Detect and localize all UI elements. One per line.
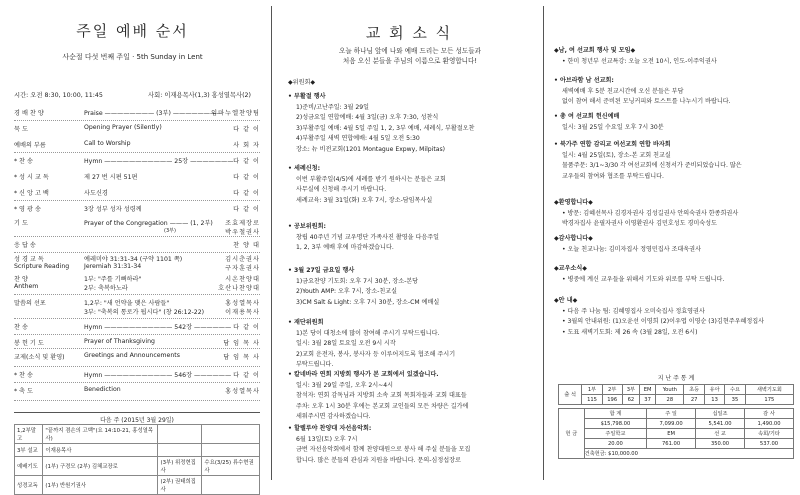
fellowship-item-title: • 북가주 연합 감리교 여선교회 연합 바자회 bbox=[554, 141, 671, 148]
offering-table bbox=[558, 408, 794, 459]
order-leader: 김시춘권사 bbox=[225, 256, 260, 263]
next-week-cell: 예배기도 bbox=[15, 457, 43, 476]
order-label: 경 배 찬 양 bbox=[14, 110, 44, 117]
order-leader: 사 회 자 bbox=[233, 142, 260, 149]
order-label: * 성 시 교 독 bbox=[14, 174, 49, 181]
order-content: Hymn ——————————— 546장 —————— bbox=[84, 372, 232, 379]
offering-cell: 350.00 bbox=[696, 439, 745, 449]
offering-header-row bbox=[559, 429, 794, 439]
fellowship-item-title: ◆안 내◆ bbox=[554, 297, 578, 304]
order-leader: 다 같 이 bbox=[233, 372, 260, 379]
fellowship-item bbox=[554, 46, 794, 67]
order-content: Prayer of Thanksgiving bbox=[84, 338, 155, 345]
order-row bbox=[14, 124, 260, 136]
order-content: 1부: "주를 기뻐하라" bbox=[84, 276, 142, 283]
next-week-cell: 1,2부말고 bbox=[15, 425, 43, 444]
news-item-line: 참석자: 연회 감독님과 지방회 소속 교회 목회자들과 교회 대표들 bbox=[296, 392, 467, 400]
church-news-column bbox=[278, 0, 540, 486]
order-leader: 찬 양 대 bbox=[233, 242, 260, 249]
order-leader-2: 호산나찬양대 bbox=[218, 285, 260, 292]
building-fund: 건축헌금: $10,000.00 bbox=[584, 449, 793, 459]
news-item-line: 일시: 3월 28일 토요일 오전 9시 시작 bbox=[296, 340, 396, 348]
news-item-line: 장소: 뉴 비전교회(1201 Montague Expwy, Milpitas) bbox=[296, 145, 446, 153]
next-week-cell: 3부 설교 bbox=[15, 444, 43, 457]
order-label-en: Anthem bbox=[14, 283, 39, 290]
news-item bbox=[288, 266, 534, 308]
order-label: 봉 헌 기 도 bbox=[14, 340, 44, 347]
next-week-table bbox=[14, 424, 260, 495]
attendance-value: 196 bbox=[602, 395, 622, 405]
order-label-en: Scripture Reading bbox=[14, 263, 70, 270]
next-week-cell bbox=[202, 444, 260, 457]
news-item-title: • 할렐루야 찬양대 자선음악회: bbox=[288, 425, 372, 432]
order-label: * 영 광 송 bbox=[14, 206, 41, 213]
order-row bbox=[14, 218, 260, 236]
attendance-value: 35 bbox=[725, 395, 745, 405]
offering-cell: 속회/기타 bbox=[745, 429, 794, 439]
order-separator bbox=[14, 200, 260, 201]
fellowship-item bbox=[554, 296, 794, 338]
fellowship-item-line: 물품주문: 3/1~3/30 각 여선교회에 신청서가 준비되었습니다. 많은 bbox=[562, 162, 742, 170]
offering-cell: $15,798.00 bbox=[584, 419, 646, 429]
offering-cell: 주 일 bbox=[647, 409, 696, 419]
attendance-value: 62 bbox=[622, 395, 639, 405]
order-row bbox=[14, 188, 260, 200]
next-week-heading: 다음 주 (2015년 3월 29일) bbox=[14, 412, 260, 424]
order-separator bbox=[14, 334, 260, 335]
attendance-header: Youth bbox=[656, 385, 684, 395]
order-row bbox=[14, 386, 260, 398]
offering-cell: 감 사 bbox=[745, 409, 794, 419]
order-row bbox=[14, 140, 260, 152]
order-label: * 찬 송 bbox=[14, 372, 33, 379]
order-content-2: 3부: "축복의 통로가 됩시다" (창 26:12-22) bbox=[84, 309, 205, 316]
offering-cell: 20.00 bbox=[584, 439, 646, 449]
order-separator bbox=[14, 366, 260, 367]
next-week-cell bbox=[158, 444, 202, 457]
fellowship-column bbox=[548, 0, 800, 486]
fellowship-item-line: • 3월의 안내위원: (1)오윤선 이영희 (2)이우엽 이영순 (3)김현주우혜정집사 bbox=[562, 318, 765, 326]
order-label: * 찬 송 bbox=[14, 158, 33, 165]
order-leader: 홍성열목사 bbox=[225, 388, 260, 395]
fellowship-item-title: • 아브라함 남 선교회: bbox=[554, 77, 614, 84]
attendance-value: 13 bbox=[704, 395, 724, 405]
news-item-line: 창립 40주년 기념 교우명단 가족사진 촬영을 다음주일 bbox=[296, 233, 439, 241]
worship-order-column bbox=[0, 0, 265, 493]
news-item-line: 사무실에 신청해 주시기 바랍니다. bbox=[296, 186, 387, 194]
column-divider-left bbox=[271, 6, 272, 480]
order-separator bbox=[14, 236, 260, 237]
news-item-title: • 재단위원회 bbox=[288, 319, 324, 326]
welcome-line-2: 처음 오신 분들을 주님의 이름으로 환영합니다! bbox=[342, 57, 478, 65]
offering-value-row bbox=[559, 419, 794, 429]
news-item-line: 1)금요찬양 기도회: 오후 7시 30분, 장소-본당 bbox=[296, 277, 419, 285]
news-item-line: 2)성금요일 연합예배: 4월 3일(금) 오후 7:30, 성찬식 bbox=[296, 114, 439, 122]
order-label: 교제(소식 및 환영) bbox=[14, 354, 65, 361]
news-item-title: • 세례신청: bbox=[288, 165, 320, 172]
next-week-cell: "끝까지 겸손의 고백"(요 14:10-21, 홍성열목사) bbox=[43, 425, 158, 444]
order-row bbox=[14, 108, 260, 120]
order-label: 성 경 교 독 bbox=[14, 256, 44, 263]
fellowship-item-line: • 한미 청년부 선교특강: 오늘 오전 10시, 인도-이주익권사 bbox=[562, 57, 717, 65]
order-content: 사도신경 bbox=[84, 190, 108, 197]
next-week-row bbox=[15, 457, 260, 476]
fellowship-item-title: ◆환영합니다◆ bbox=[554, 199, 593, 206]
next-week-cell: (1부) 구경모 (2부) 김혜교장로 bbox=[43, 457, 158, 476]
fellowship-item-line: • 도표 새벽기도회: 제 26 속 (3월 28일, 오전 6시) bbox=[562, 328, 698, 336]
offering-cell: 537.00 bbox=[745, 439, 794, 449]
attendance-value: 175 bbox=[745, 395, 793, 405]
order-leader: 담 임 목 사 bbox=[223, 354, 260, 361]
order-separator bbox=[14, 252, 260, 253]
news-item-line: 3)부활주일 예배: 4월 5일 주일 1, 2, 3부 예배, 세례식, 부활절오찬 bbox=[296, 124, 475, 132]
welcome-line-1: 오늘 하나님 앞에 나와 예배 드리는 모든 성도들과 bbox=[338, 47, 482, 55]
attendance-value: 115 bbox=[582, 395, 602, 405]
offering-label: 헌 금 bbox=[559, 409, 585, 459]
order-content: Call to Worship bbox=[84, 140, 131, 147]
order-separator bbox=[14, 400, 260, 401]
worship-order-subtitle: 사순절 다섯 번째 주일 · 5th Sunday in Lent bbox=[62, 53, 203, 61]
fellowship-item bbox=[554, 264, 794, 285]
fellowship-item-line: 박경자집사 윤필자권사 이영환권사 김민호성도 경미숙성도 bbox=[562, 220, 717, 228]
news-item-line: 세워주시면 감사하겠습니다. bbox=[296, 413, 371, 421]
fellowship-item-line: • 오늘 친교나눔: 김미자집사 정영민집사 조대욱권사 bbox=[562, 245, 701, 253]
fellowship-item bbox=[554, 198, 794, 230]
news-item-line: 2)교회 운전자, 봉사, 봉사자 등 이루어지도록 협조해 주시기 bbox=[296, 350, 456, 358]
order-separator bbox=[14, 152, 260, 153]
order-content: Greetings and Announcements bbox=[84, 352, 180, 359]
order-label: * 축 도 bbox=[14, 388, 33, 395]
order-row bbox=[14, 274, 260, 292]
attendance-value: 37 bbox=[640, 395, 656, 405]
attendance-value: 27 bbox=[684, 395, 704, 405]
order-separator bbox=[14, 120, 260, 121]
offering-cell: 선 교 bbox=[696, 429, 745, 439]
news-item bbox=[288, 164, 534, 206]
news-item bbox=[288, 222, 534, 254]
order-row bbox=[14, 240, 260, 252]
next-week-box bbox=[14, 412, 260, 495]
order-leader: 조효제장로 bbox=[225, 220, 260, 227]
order-label: * 신 앙 고 백 bbox=[14, 190, 49, 197]
offering-cell: 1,490.00 bbox=[745, 419, 794, 429]
fellowship-item-line: 일시: 4월 25일(토), 장소-본 교회 친교실 bbox=[562, 151, 671, 159]
order-separator bbox=[14, 294, 260, 295]
offering-cell: 761.00 bbox=[647, 439, 696, 449]
order-content: Hymn ——————————— 542장 —————— bbox=[84, 324, 232, 331]
offering-header-row bbox=[559, 409, 794, 419]
fellowship-item-line: • 방문: 김혜선목사 김경자권사 김성길권사 안의숙권사 한종희권사 bbox=[562, 209, 739, 217]
order-leader: 임마누엘찬양팀 bbox=[211, 110, 260, 117]
attendance-header: 수요 bbox=[725, 385, 745, 395]
attendance-header: EM bbox=[640, 385, 656, 395]
fellowship-item-line: 교우들의 참여와 협조를 부탁드립니다. bbox=[562, 172, 664, 180]
next-week-cell bbox=[202, 425, 260, 444]
offering-cell: 7,099.00 bbox=[647, 419, 696, 429]
order-row bbox=[14, 172, 260, 184]
statistics-heading: 지 난 주 통 계 bbox=[657, 375, 695, 382]
order-leader-2: 구자훈권사 bbox=[225, 265, 260, 272]
order-row bbox=[14, 370, 260, 382]
next-week-cell: (2부) 권태희집사 bbox=[158, 476, 202, 495]
news-item-line: 일시: 3월 29일 주일, 오후 2시~4시 bbox=[296, 381, 394, 389]
order-row bbox=[14, 352, 260, 364]
order-label: 예배의 부름 bbox=[14, 142, 46, 149]
statistics-box bbox=[558, 373, 794, 459]
attendance-value-row bbox=[559, 395, 794, 405]
attendance-header: 초등 bbox=[684, 385, 704, 395]
offering-cell: 5,541.00 bbox=[696, 419, 745, 429]
next-week-row bbox=[15, 476, 260, 495]
order-row bbox=[14, 298, 260, 316]
fellowship-item bbox=[554, 112, 794, 133]
order-row bbox=[14, 254, 260, 272]
attendance-header: 3부 bbox=[622, 385, 639, 395]
offering-extra-row bbox=[559, 449, 794, 459]
service-time: 시간: 오전 8:30, 10:00, 11:45 bbox=[14, 92, 103, 99]
news-item bbox=[288, 92, 534, 156]
fellowship-item-line: • 다음 주 나눔 팀: 김혜영집사 오미숙집사 정효영권사 bbox=[562, 307, 705, 315]
fellowship-item-line: 일시: 3월 25일 수요일 오후 7시 30분 bbox=[562, 123, 664, 131]
order-leader: 홍성열목사 bbox=[225, 300, 260, 307]
order-row bbox=[14, 156, 260, 168]
attendance-header: 1부 bbox=[582, 385, 602, 395]
fellowship-item bbox=[554, 76, 794, 108]
news-item-title: • 부활절 행사 bbox=[288, 93, 326, 100]
order-row bbox=[14, 322, 260, 334]
column-divider-right bbox=[543, 6, 544, 480]
order-leader-2: 이재용목사 bbox=[225, 309, 260, 316]
news-item-line: 1)본 당이 대청소에 많이 참여해 주시기 부탁드립니다. bbox=[296, 329, 440, 337]
order-row bbox=[14, 204, 260, 216]
news-item-line: 1, 2, 3부 예배 후에 마감하겠습니다. bbox=[296, 244, 394, 252]
committee-heading: ◆위원회◆ bbox=[288, 79, 316, 86]
order-leader: 다 같 이 bbox=[233, 126, 260, 133]
next-week-cell bbox=[158, 425, 202, 444]
next-week-cell bbox=[202, 476, 260, 495]
order-label: 말씀의 선포 bbox=[14, 300, 46, 307]
next-week-cell: (1부) 반원기권사 bbox=[43, 476, 158, 495]
fellowship-item-line: 새벽예배 후 5분 친교시간에 오신 분들은 부담 bbox=[562, 87, 684, 95]
order-separator bbox=[14, 382, 260, 383]
news-item-title: • 3월 27일 금요일 행사 bbox=[288, 267, 355, 274]
order-content: Hymn ——————————— 25장 ——————— bbox=[84, 158, 234, 165]
offering-cell: 주일학교 bbox=[584, 429, 646, 439]
order-leader: 다 같 이 bbox=[233, 190, 260, 197]
next-week-cell: 수요(3/25) 류수현권사 bbox=[202, 457, 260, 476]
order-leader: 다 같 이 bbox=[233, 324, 260, 331]
service-host: 사회: 이재용목사(1,3) 홍성열목사(2) bbox=[148, 92, 251, 99]
order-label: 응 답 송 bbox=[14, 242, 36, 249]
order-content: 1,2부: "새 언약을 맺은 사람들" bbox=[84, 300, 170, 307]
next-week-cell: 성경교독 bbox=[15, 476, 43, 495]
order-leader: 담 임 목 사 bbox=[223, 340, 260, 347]
offering-cell: 합 계 bbox=[584, 409, 646, 419]
order-content: Benediction bbox=[84, 386, 121, 393]
news-item-line: 부탁드립니다. bbox=[296, 361, 334, 369]
attendance-header: 2부 bbox=[602, 385, 622, 395]
news-item-title: • 공보위원회: bbox=[288, 223, 326, 230]
order-content-2: Jeremiah 31:31-34 bbox=[84, 263, 142, 270]
fellowship-item-title: ◆감사합니다◆ bbox=[554, 235, 593, 242]
news-item-line: 1)준비/고난주일: 3월 29일 bbox=[296, 103, 369, 111]
fellowship-item-line: 없이 참여 해서 준비된 모닝커피와 토스트를 나누시기 바랍니다. bbox=[562, 98, 731, 106]
news-item-line: 이번 부활주일(4/5)에 세례를 받기 원하시는 분들은 교회 bbox=[296, 175, 446, 183]
order-leader: 다 같 이 bbox=[233, 174, 260, 181]
order-content: Opening Prayer (Silently) bbox=[84, 124, 162, 131]
news-item-line: 금번 자선음악회에서 함께 찬양대원으로 봉사 해 주실 분들을 모집 bbox=[296, 446, 471, 454]
offering-cell: 십일조 bbox=[696, 409, 745, 419]
attendance-value: 28 bbox=[656, 395, 684, 405]
order-content-2: 2부: 축복하노라 bbox=[84, 285, 128, 292]
attendance-label: 출 석 bbox=[559, 385, 582, 405]
order-content: Prayer of the Congregation ——— (1, 2부) bbox=[84, 220, 213, 227]
offering-cell: EM bbox=[647, 429, 696, 439]
order-content: 예레미야 31:31-34 (구약 1101 쪽) bbox=[84, 256, 183, 263]
order-leader: 다 같 이 bbox=[233, 158, 260, 165]
order-leader-2: 박우철권사 bbox=[225, 229, 260, 236]
order-content: 제 27 번 시편 51편 bbox=[84, 174, 138, 181]
fellowship-item-title: • 총 여 선교회 헌신예배 bbox=[554, 113, 620, 120]
welcome-message bbox=[288, 46, 532, 66]
next-week-cell: 이재용목사 bbox=[43, 444, 158, 457]
news-item bbox=[288, 424, 534, 466]
order-label: 찬 송 bbox=[14, 324, 28, 331]
order-leader: 다 같 이 bbox=[233, 206, 260, 213]
news-item bbox=[288, 370, 534, 423]
order-label: 묵 도 bbox=[14, 126, 28, 133]
news-item-line: 세례교육: 3월 31일(화) 오후 7시, 장소-담임목사실 bbox=[296, 196, 433, 204]
news-item-line: 주차: 오후 1시 30분 후에는 본교회 교인들의 모든 차량은 길가에 bbox=[296, 402, 469, 410]
worship-order-title: 주일 예배 순서 bbox=[76, 22, 189, 40]
next-week-row bbox=[15, 444, 260, 457]
attendance-header: 유아 bbox=[704, 385, 724, 395]
order-label: 찬 양 bbox=[14, 276, 28, 283]
next-week-row bbox=[15, 425, 260, 444]
order-separator bbox=[14, 348, 260, 349]
attendance-header: 새벽기도회 bbox=[745, 385, 793, 395]
order-content: 3장 성부 성자 성령께 bbox=[84, 206, 142, 213]
next-week-cell: (3부) 위정현집사 bbox=[158, 457, 202, 476]
news-item-line: 2)Youth AMP: 오후 7시, 장소-친교실 bbox=[296, 288, 398, 296]
fellowship-item-line: • 병중에 계신 교우들을 위해서 기도와 위로를 부탁 드립니다. bbox=[562, 275, 725, 283]
attendance-table bbox=[558, 384, 794, 405]
news-item-line: 합니다. 많은 분들의 관심과 지원을 바랍니다. 문의-심정섭장로 bbox=[296, 456, 461, 464]
church-news-title: 교 회 소 식 bbox=[365, 24, 453, 42]
news-item-line: 4)부활주일 새벽 연합예배: 4월 5일 오전 5:30 bbox=[296, 135, 420, 143]
fellowship-item-title: ◆교우소식◆ bbox=[554, 265, 587, 272]
fellowship-item bbox=[554, 234, 794, 255]
fellowship-item-title: ◆남, 여 선교회 행사 및 모임◆ bbox=[554, 47, 636, 54]
offering-value-row bbox=[559, 439, 794, 449]
news-item-line: 3)CM Salt & Light: 오후 7시 30분, 장소-CM 예배실 bbox=[296, 298, 440, 306]
attendance-header-row bbox=[559, 385, 794, 395]
order-sub-note: (3부) bbox=[164, 228, 176, 234]
order-label: 기 도 bbox=[14, 220, 28, 227]
news-item-title: • 칼네바라 연회 지방회 행사가 본 교회에서 있겠습니다. bbox=[288, 371, 439, 378]
order-leader: 시온찬양대 bbox=[225, 276, 260, 283]
news-item-line: 6월 13일(토) 오후 7시 bbox=[296, 435, 358, 443]
fellowship-item bbox=[554, 140, 794, 182]
order-separator bbox=[14, 318, 260, 319]
order-content: Praise ———————— (3부) ———————— bbox=[84, 110, 223, 117]
news-item bbox=[288, 318, 534, 371]
